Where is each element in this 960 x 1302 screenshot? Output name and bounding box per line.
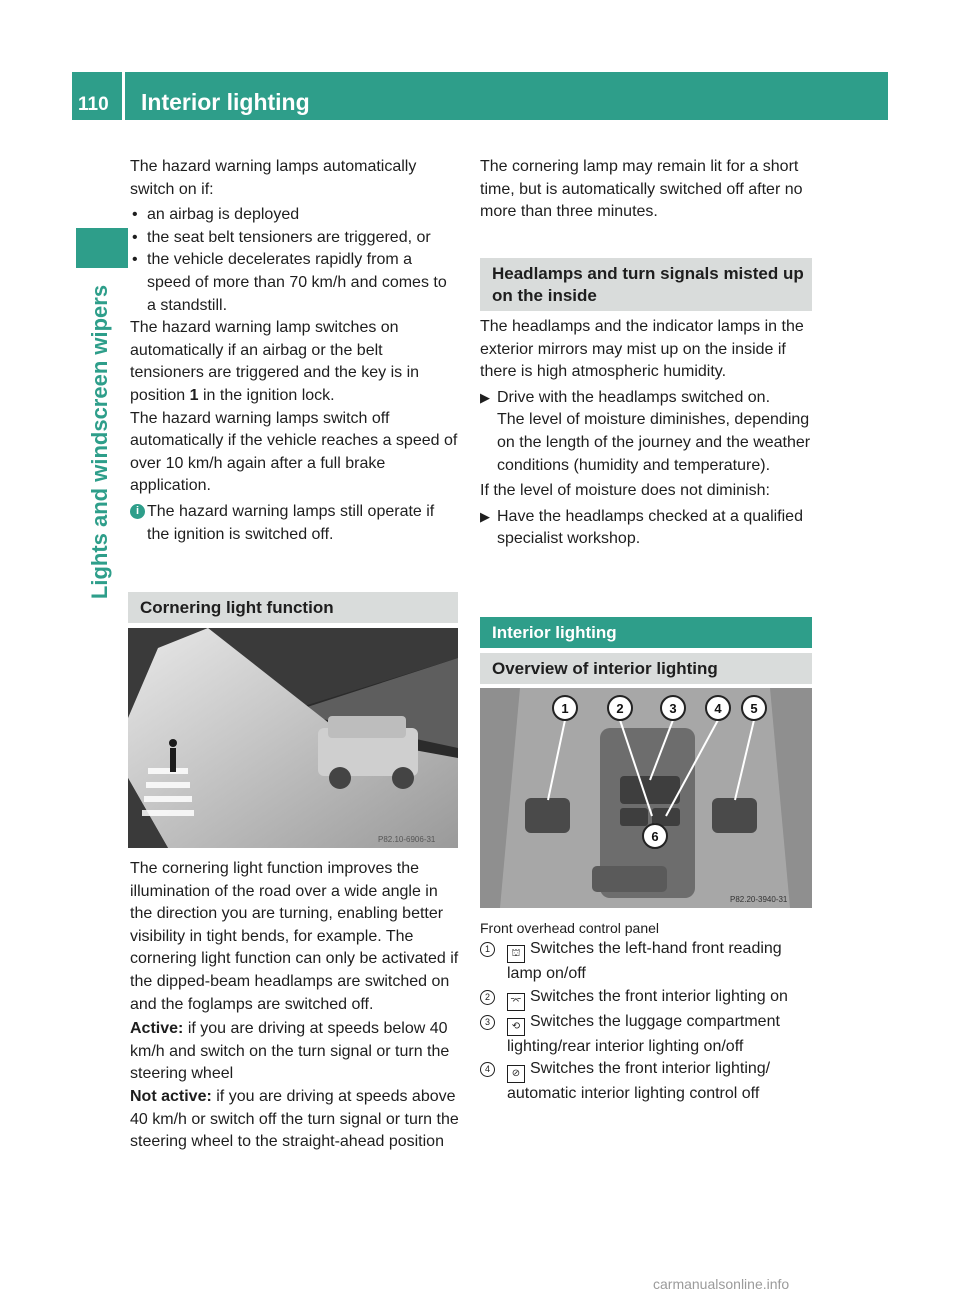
side-tab-marker — [76, 228, 128, 268]
legend-item: 2 ⌤ Switches the front interior lighting on — [480, 986, 812, 1011]
legend-item: 3 ⟲ Switches the luggage compartment lighting/rear interior lighting on/off — [480, 1011, 812, 1059]
callout-6: 6 — [651, 829, 659, 844]
callout-5: 5 — [750, 701, 758, 716]
key-position: 1 — [189, 386, 199, 404]
bullet-item: • an airbag is deployed — [132, 206, 300, 224]
side-tab-label: Lights and windscreen wipers — [87, 284, 112, 600]
misted-description: The headlamps and the indicator lamps in the exterior mirrors may mist up on the inside if there is high atmospheric humidity. — [480, 318, 804, 381]
section-interior-lighting: Interior lighting — [480, 617, 812, 648]
left-para-2: The hazard warning lamps switch off automatically if the vehicle reaches a speed of over 10 km/h again after a full brake application. — [130, 409, 458, 495]
figure-caption: Front overhead control panel — [480, 920, 659, 936]
active-condition: Active: if you are driving at speeds below 40 km/h and switch on the turn signal or turn the steering wheel — [130, 1020, 450, 1083]
image-code: P82.10-6906-31 — [378, 835, 436, 844]
moisture-condition: If the level of moisture does not diminish: — [480, 482, 770, 500]
luggage-light-icon: ⟲ — [507, 1018, 525, 1036]
image-code: P82.20-3940-31 — [730, 895, 788, 904]
action-step: ▶ Drive with the headlamps switched on. — [480, 388, 771, 406]
left-intro: The hazard warning lamps automatically switch on if: — [130, 158, 417, 198]
page-title: Interior lighting — [141, 89, 310, 115]
right-middle-column — [480, 316, 812, 551]
reading-lamp-icon: ⛫ — [507, 945, 525, 963]
legend-item: 4 ⊘ Switches the front interior lighting/ automatic interior lighting control off — [480, 1058, 812, 1106]
right-column — [480, 156, 812, 224]
page-number: 110 — [78, 94, 109, 115]
not-active-condition: Not active: if you are driving at speeds above 40 km/h or switch off the turn signal or turn the steering wheel to the straight-ahead position — [130, 1087, 459, 1151]
left-para-1: The hazard warning lamp switches on automatically if an airbag or the belt tensioners are triggered and the key is in position 1 in the ignition lock. — [130, 319, 420, 404]
left-lower-column — [130, 858, 460, 1154]
action-step: ▶ Have the headlamps checked at a qualified specialist workshop. — [480, 507, 803, 548]
light-off-icon: ⊘ — [507, 1065, 525, 1083]
callout-1: 1 — [561, 701, 569, 716]
callout-3: 3 — [669, 701, 677, 716]
info-icon: i — [130, 504, 145, 519]
overhead-panel-illustration — [480, 688, 812, 908]
interior-light-icon: ⌤ — [507, 993, 525, 1011]
header-separator — [122, 72, 125, 120]
legend-list — [480, 918, 812, 1106]
callout-4: 4 — [714, 701, 722, 716]
watermark: carmanualsonline.info — [653, 1276, 790, 1292]
bullet-item: • the vehicle decelerates rapidly from a speed of more than 70 km/h and comes to a standstill. — [132, 251, 447, 314]
section-headlamps-misted: Headlamps and turn signals misted up on the inside — [480, 258, 812, 311]
left-column — [130, 156, 460, 546]
action-detail: The level of moisture diminishes, depending on the length of the journey and the weather conditions (humidity and temperature). — [497, 411, 811, 474]
legend-item: 1 ⛫ Switches the left-hand front reading lamp on/off — [480, 938, 812, 986]
info-note: i The hazard warning lamps still operate if the ignition is switched off. — [130, 501, 460, 546]
cornering-light-image — [128, 628, 458, 848]
cornering-light-illustration — [128, 628, 458, 848]
section-overview-interior-lighting: Overview of interior lighting — [480, 653, 812, 684]
section-cornering-light: Cornering light function — [128, 592, 458, 623]
callout-2: 2 — [616, 701, 624, 716]
right-intro: The cornering lamp may remain lit for a short time, but is automatically switched off after no more than three minutes. — [480, 158, 803, 221]
cornering-description: The cornering light function improves the illumination of the road over a wide angle in the direction you are turning, enabling better visibility in tight bends, for example. The cornering light function can only be activated if the dipped-beam headlamps are switched on and the foglamps are switched off. — [130, 860, 459, 1013]
bullet-item: • the seat belt tensioners are triggered, or — [132, 228, 431, 246]
overhead-panel-image — [480, 688, 812, 908]
